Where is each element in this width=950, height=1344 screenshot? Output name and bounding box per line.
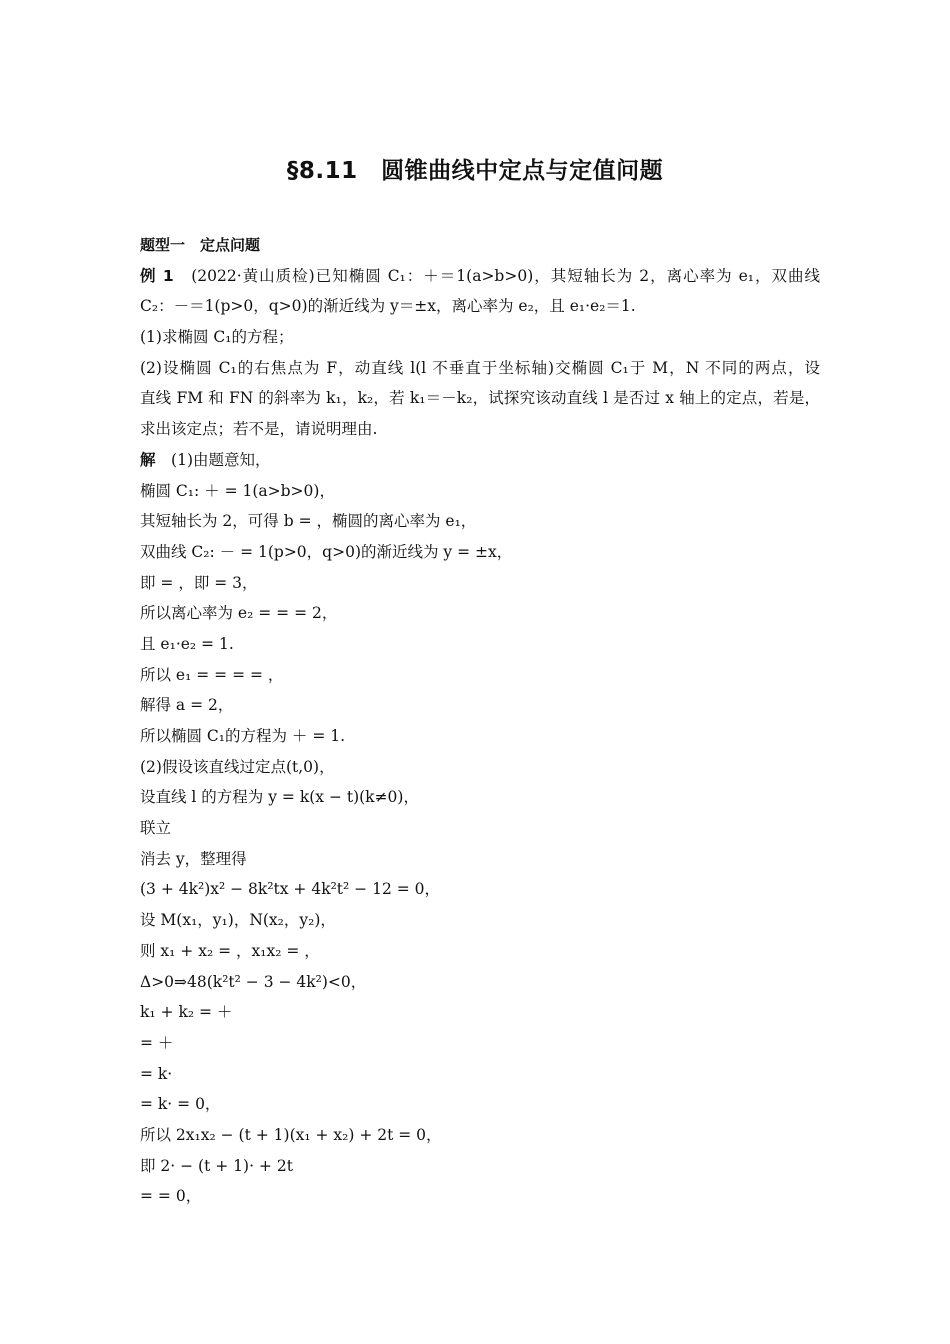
- example-line: (1)求椭圆 C₁的方程；: [140, 328, 294, 347]
- solution-line: (2)假设该直线过定点(t,0)，: [140, 757, 335, 776]
- solution-line: 所以离心率为 e₂ = = = 2，: [140, 604, 338, 623]
- example-line: C₂：－＝1(p>0，q>0)的渐近线为 y＝±x，离心率为 e₂，且 e₁·e₂＝1.: [140, 297, 636, 316]
- solution-line: (3 + 4k²)x² − 8k²tx + 4k²t² − 12 = 0，: [140, 880, 441, 899]
- page-title: §8.11 圆锥曲线中定点与定值问题: [286, 158, 664, 184]
- section-heading: 题型一 定点问题: [140, 236, 261, 254]
- solution-line: 即 = ，即 = 3，: [140, 573, 258, 592]
- solution-line: [140, 445, 820, 476]
- example-line: [140, 261, 820, 292]
- solution-line: 设 M(x₁，y₁)，N(x₂，y₂)，: [140, 911, 336, 930]
- solution-line: Δ>0⇒48(k²t² − 3 − 4k²)<0，: [140, 972, 367, 991]
- solution-line: 且 e₁·e₂ = 1.: [140, 634, 234, 653]
- solution-line: 其短轴长为 2，可得 b = ，椭圆的离心率为 e₁，: [140, 512, 477, 531]
- solution-line: 设直线 l 的方程为 y = k(x − t)(k≠0)，: [140, 788, 419, 807]
- solution-line: 所以 2x₁x₂ − (t + 1)(x₁ + x₂) + 2t = 0，: [140, 1125, 442, 1144]
- solution-line: 解得 a = 2，: [140, 696, 234, 715]
- example-text: (2022·黄山质检)已知椭圆 C₁：＋＝1(a>b>0)，其短轴长为 2，离心率为 e₁，双曲线: [191, 266, 820, 285]
- solution-line: = k· = 0，: [140, 1095, 221, 1114]
- solution-line: 所以 e₁ = = = = ，: [140, 665, 284, 684]
- example-line: 求出该定点；若不是，请说明理由.: [140, 420, 378, 439]
- solution-line: 则 x₁ + x₂ = ，x₁x₂ = ，: [140, 941, 320, 960]
- example-line: (2)设椭圆 C₁的右焦点为 F，动直线 l(l 不垂直于坐标轴)交椭圆 C₁于 M，N 不同的两点，设: [140, 358, 820, 377]
- solution-line: k₁ + k₂ = ＋: [140, 1003, 233, 1022]
- example-label: 例 1: [140, 266, 174, 285]
- solution-line: = k·: [140, 1064, 173, 1083]
- solution-line: 联立: [140, 819, 172, 838]
- solution-line: 即 2· − (t + 1)· + 2t: [140, 1156, 293, 1175]
- solution-line: 所以椭圆 C₁的方程为 ＋ = 1.: [140, 727, 346, 745]
- solution-line: 消去 y，整理得: [140, 849, 247, 868]
- solution-label: 解: [140, 450, 156, 469]
- document-body: [140, 230, 820, 1212]
- solution-text: (1)由题意知，: [171, 450, 271, 469]
- solution-line: = ＋: [140, 1033, 174, 1052]
- example-line: 直线 FM 和 FN 的斜率为 k₁，k₂，若 k₁＝－k₂，试探究该动直线 l 是否过 x 轴上的定点，若是，: [140, 389, 820, 408]
- solution-line: 椭圆 C₁: ＋ = 1(a>b>0)，: [140, 481, 335, 500]
- solution-line: 双曲线 C₂: － = 1(p>0，q>0)的渐近线为 y = ±x，: [140, 542, 513, 561]
- solution-line: = = 0，: [140, 1187, 202, 1206]
